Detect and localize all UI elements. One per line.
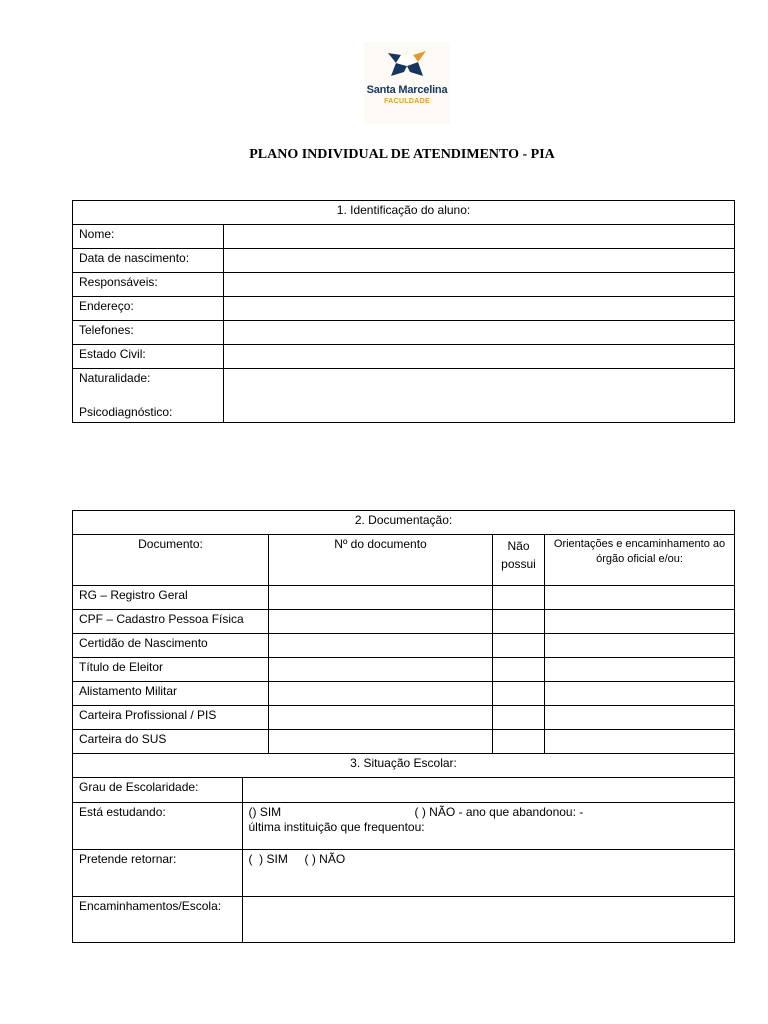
col-nao-possui: Não possui xyxy=(493,535,545,586)
doc-label-titulo-eleitor: Título de Eleitor xyxy=(73,658,269,682)
doc-field-numero[interactable] xyxy=(269,658,493,682)
col-documento: Documento: xyxy=(73,535,269,586)
col-orientacoes: Orientações e encaminhamento ao órgão oficial e/ou: xyxy=(545,535,735,586)
doc-label-alistamento: Alistamento Militar xyxy=(73,682,269,706)
label-telefones: Telefones: xyxy=(73,321,224,345)
doc-field-nao-possui[interactable] xyxy=(493,658,545,682)
doc-field-nao-possui[interactable] xyxy=(493,682,545,706)
field-encaminhamentos[interactable] xyxy=(242,896,735,942)
doc-field-nao-possui[interactable] xyxy=(493,730,545,754)
section1-header: 1. Identificação do aluno: xyxy=(73,201,735,225)
doc-field-numero[interactable] xyxy=(269,682,493,706)
label-psicodiagnostico: Psicodiagnóstico: xyxy=(79,405,173,419)
label-endereco: Endereço: xyxy=(73,297,224,321)
doc-field-numero[interactable] xyxy=(269,706,493,730)
school-table xyxy=(73,778,735,942)
doc-field-numero[interactable] xyxy=(269,634,493,658)
label-retornar: Pretende retornar: xyxy=(73,849,242,896)
doc-field-nao-possui[interactable] xyxy=(493,586,545,610)
doc-field-nao-possui[interactable] xyxy=(493,610,545,634)
situacao-escolar xyxy=(73,778,735,943)
field-endereco[interactable] xyxy=(224,297,735,321)
doc-field-orientacoes[interactable] xyxy=(545,706,735,730)
label-responsaveis: Responsáveis: xyxy=(73,273,224,297)
field-data-nascimento[interactable] xyxy=(224,249,735,273)
doc-field-numero[interactable] xyxy=(269,586,493,610)
label-grau: Grau de Escolaridade: xyxy=(73,778,242,802)
label-encaminhamentos: Encaminhamentos/Escola: xyxy=(73,896,242,942)
doc-label-sus: Carteira do SUS xyxy=(73,730,269,754)
doc-field-orientacoes[interactable] xyxy=(545,658,735,682)
label-estudando: Está estudando: xyxy=(73,802,242,849)
documentation-table xyxy=(72,510,735,943)
doc-field-nao-possui[interactable] xyxy=(493,634,545,658)
doc-label-cpf: CPF – Cadastro Pessoa Física xyxy=(73,610,269,634)
section2-header: 2. Documentação: xyxy=(73,511,735,535)
doc-field-numero[interactable] xyxy=(269,610,493,634)
logo-star-icon xyxy=(380,42,434,86)
section3-header: 3. Situação Escolar: xyxy=(73,754,735,778)
identification-table xyxy=(72,200,735,423)
doc-label-carteira-profissional: Carteira Profissional / PIS xyxy=(73,706,269,730)
logo-subtitle: FACULDADE xyxy=(384,98,430,105)
doc-label-certidao: Certidão de Nascimento xyxy=(73,634,269,658)
label-nome: Nome: xyxy=(73,225,224,249)
doc-field-orientacoes[interactable] xyxy=(545,730,735,754)
doc-field-orientacoes[interactable] xyxy=(545,610,735,634)
field-nome[interactable] xyxy=(224,225,735,249)
doc-field-nao-possui[interactable] xyxy=(493,706,545,730)
doc-field-orientacoes[interactable] xyxy=(545,586,735,610)
estudando-sim[interactable]: () SIM xyxy=(248,804,282,819)
field-naturalidade[interactable] xyxy=(224,369,735,423)
doc-field-orientacoes[interactable] xyxy=(545,634,735,658)
field-estudando[interactable] xyxy=(242,802,735,849)
doc-field-numero[interactable] xyxy=(269,730,493,754)
field-responsaveis[interactable] xyxy=(224,273,735,297)
field-grau[interactable] xyxy=(242,778,735,802)
field-retornar[interactable]: ( ) SIM ( ) NÃO xyxy=(242,849,735,896)
logo-name: Santa Marcelina xyxy=(366,84,448,96)
col-numero: Nº do documento xyxy=(269,535,493,586)
doc-field-orientacoes[interactable] xyxy=(545,682,735,706)
label-naturalidade: Naturalidade: xyxy=(79,371,151,385)
field-estado-civil[interactable] xyxy=(224,345,735,369)
page-title: PLANO INDIVIDUAL DE ATENDIMENTO - PIA xyxy=(249,147,555,162)
logo xyxy=(364,42,450,124)
label-data-nascimento: Data de nascimento: xyxy=(73,249,224,273)
label-naturalidade-psico xyxy=(73,369,224,423)
doc-label-rg: RG – Registro Geral xyxy=(73,586,269,610)
ultima-instituicao: última instituição que frequentou: xyxy=(248,819,425,834)
estudando-nao[interactable]: ( ) NÃO - ano que abandonou: - xyxy=(414,804,584,819)
field-telefones[interactable] xyxy=(224,321,735,345)
label-estado-civil: Estado Civil: xyxy=(73,345,224,369)
